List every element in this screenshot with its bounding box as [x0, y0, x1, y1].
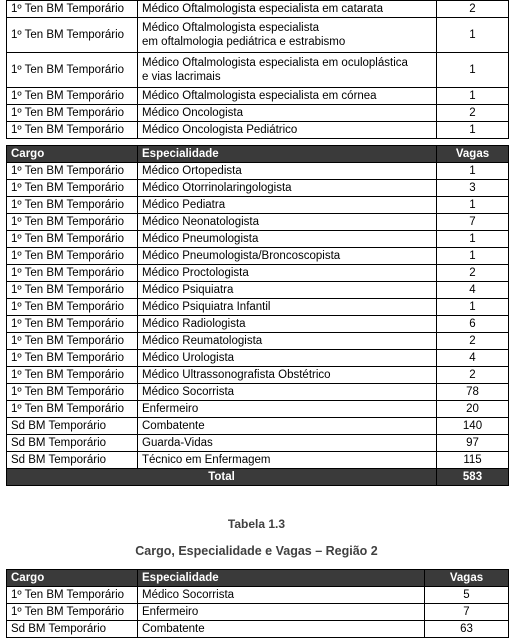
cell-vagas: 1 [437, 248, 509, 265]
cell-cargo: 1º Ten BM Temporário [7, 122, 138, 139]
header-vagas: Vagas [437, 146, 509, 163]
table-header-row [7, 570, 509, 587]
cell-vagas: 1 [437, 88, 509, 105]
cell-cargo: 1º Ten BM Temporário [7, 88, 138, 105]
cell-especialidade: Médico Oncologista [138, 105, 437, 122]
cell-vagas: 7 [425, 604, 509, 621]
cell-cargo: 1º Ten BM Temporário [7, 197, 138, 214]
cell-vagas: 2 [437, 367, 509, 384]
cell-cargo: 1º Ten BM Temporário [7, 587, 138, 604]
table-row [7, 299, 509, 316]
cell-cargo: 1º Ten BM Temporário [7, 53, 138, 88]
cell-especialidade: Médico Neonatologista [138, 214, 437, 231]
cell-cargo: Sd BM Temporário [7, 418, 138, 435]
cell-especialidade: Combatente [138, 418, 437, 435]
vacancies-table-regiao-2 [6, 569, 509, 638]
cell-cargo: 1º Ten BM Temporário [7, 214, 138, 231]
cell-cargo: Sd BM Temporário [7, 435, 138, 452]
cell-vagas: 1 [437, 122, 509, 139]
cell-cargo: 1º Ten BM Temporário [7, 180, 138, 197]
cell-vagas: 2 [437, 265, 509, 282]
cell-vagas: 3 [437, 180, 509, 197]
cell-vagas: 2 [437, 105, 509, 122]
cell-vagas: 4 [437, 350, 509, 367]
cell-cargo: 1º Ten BM Temporário [7, 282, 138, 299]
cell-especialidade: Médico Ortopedista [138, 163, 437, 180]
cell-vagas: 1 [437, 231, 509, 248]
table-row [7, 333, 509, 350]
cell-cargo: 1º Ten BM Temporário [7, 401, 138, 418]
table-row [7, 163, 509, 180]
table-row [7, 452, 509, 469]
vacancies-table-body [7, 1, 509, 139]
cell-cargo: Sd BM Temporário [7, 621, 138, 638]
cell-vagas: 1 [437, 18, 509, 53]
cell-vagas: 115 [437, 452, 509, 469]
cell-cargo: 1º Ten BM Temporário [7, 248, 138, 265]
table-caption-subtitle: Cargo, Especialidade e Vagas – Região 2 [135, 544, 378, 558]
table-row [7, 265, 509, 282]
table-row [7, 384, 509, 401]
table-row [7, 53, 509, 88]
cell-especialidade: Médico Pediatra [138, 197, 437, 214]
vacancies-table [6, 145, 509, 486]
cell-especialidade: Médico Urologista [138, 350, 437, 367]
cell-cargo: 1º Ten BM Temporário [7, 350, 138, 367]
header-cargo: Cargo [7, 146, 138, 163]
total-row [7, 469, 509, 486]
table-row [7, 18, 509, 53]
table-row [7, 587, 509, 604]
cell-especialidade: Médico Socorrista [138, 384, 437, 401]
table-row [7, 435, 509, 452]
cell-cargo: 1º Ten BM Temporário [7, 231, 138, 248]
header-especialidade: Especialidade [138, 146, 437, 163]
table-row [7, 122, 509, 139]
table-header-row [7, 146, 509, 163]
vacancies-table-body [7, 587, 509, 638]
table-row [7, 316, 509, 333]
table-row [7, 1, 509, 18]
table-row [7, 282, 509, 299]
table-row [7, 418, 509, 435]
cell-especialidade: Médico Pneumologista/Broncoscopista [138, 248, 437, 265]
cell-especialidade: Médico Socorrista [138, 587, 425, 604]
table-row [7, 197, 509, 214]
cell-especialidade: Médico Oftalmologista especialista em córnea [138, 88, 437, 105]
cell-vagas: 63 [425, 621, 509, 638]
cell-especialidade: Médico Otorrinolaringologista [138, 180, 437, 197]
table-row [7, 248, 509, 265]
cell-especialidade: Combatente [138, 621, 425, 638]
cell-especialidade: Guarda-Vidas [138, 435, 437, 452]
cell-cargo: 1º Ten BM Temporário [7, 18, 138, 53]
cell-cargo: 1º Ten BM Temporário [7, 367, 138, 384]
table-row [7, 604, 509, 621]
cell-especialidade: Médico Oftalmologista especialista em catarata [138, 1, 437, 18]
table-row [7, 350, 509, 367]
cell-especialidade: Médico Proctologista [138, 265, 437, 282]
cell-vagas: 5 [425, 587, 509, 604]
cell-especialidade: Médico Psiquiatra [138, 282, 437, 299]
cell-vagas: 97 [437, 435, 509, 452]
total-label: Total [7, 469, 437, 486]
cell-cargo: 1º Ten BM Temporário [7, 333, 138, 350]
cell-especialidade: Médico Radiologista [138, 316, 437, 333]
cell-vagas: 4 [437, 282, 509, 299]
cell-cargo: 1º Ten BM Temporário [7, 384, 138, 401]
cell-vagas: 140 [437, 418, 509, 435]
table-row [7, 105, 509, 122]
vacancies-table-body [7, 163, 509, 469]
cell-vagas: 20 [437, 401, 509, 418]
header-especialidade: Especialidade [138, 570, 425, 587]
cell-vagas: 6 [437, 316, 509, 333]
table-row [7, 214, 509, 231]
cell-especialidade: Médico Oftalmologista especialista em oculoplástica e vias lacrimais [138, 53, 437, 88]
total-value: 583 [437, 469, 509, 486]
cell-vagas: 1 [437, 197, 509, 214]
cell-cargo: 1º Ten BM Temporário [7, 265, 138, 282]
cell-cargo: 1º Ten BM Temporário [7, 1, 138, 18]
cell-cargo: 1º Ten BM Temporário [7, 105, 138, 122]
cell-vagas: 1 [437, 53, 509, 88]
cell-especialidade: Médico Oftalmologista especialista em oftalmologia pediátrica e estrabismo [138, 18, 437, 53]
cell-cargo: 1º Ten BM Temporário [7, 316, 138, 333]
cell-especialidade: Técnico em Enfermagem [138, 452, 437, 469]
cell-cargo: 1º Ten BM Temporário [7, 163, 138, 180]
header-vagas: Vagas [425, 570, 509, 587]
cell-especialidade: Médico Reumatologista [138, 333, 437, 350]
table-row [7, 180, 509, 197]
table-row [7, 401, 509, 418]
cell-vagas: 2 [437, 333, 509, 350]
cell-especialidade: Médico Ultrassonografista Obstétrico [138, 367, 437, 384]
header-cargo: Cargo [7, 570, 138, 587]
cell-especialidade: Médico Oncologista Pediátrico [138, 122, 437, 139]
cell-cargo: 1º Ten BM Temporário [7, 299, 138, 316]
cell-vagas: 1 [437, 163, 509, 180]
table-row [7, 367, 509, 384]
cell-vagas: 78 [437, 384, 509, 401]
cell-cargo: Sd BM Temporário [7, 452, 138, 469]
cell-vagas: 2 [437, 1, 509, 18]
cell-especialidade: Médico Pneumologista [138, 231, 437, 248]
cell-especialidade: Médico Psiquiatra Infantil [138, 299, 437, 316]
table-row [7, 88, 509, 105]
cell-vagas: 1 [437, 299, 509, 316]
cell-especialidade: Enfermeiro [138, 401, 437, 418]
vacancies-table-continued [6, 0, 509, 139]
cell-especialidade: Enfermeiro [138, 604, 425, 621]
cell-cargo: 1º Ten BM Temporário [7, 604, 138, 621]
table-row [7, 231, 509, 248]
cell-vagas: 7 [437, 214, 509, 231]
table-caption-title: Tabela 1.3 [227, 517, 286, 531]
